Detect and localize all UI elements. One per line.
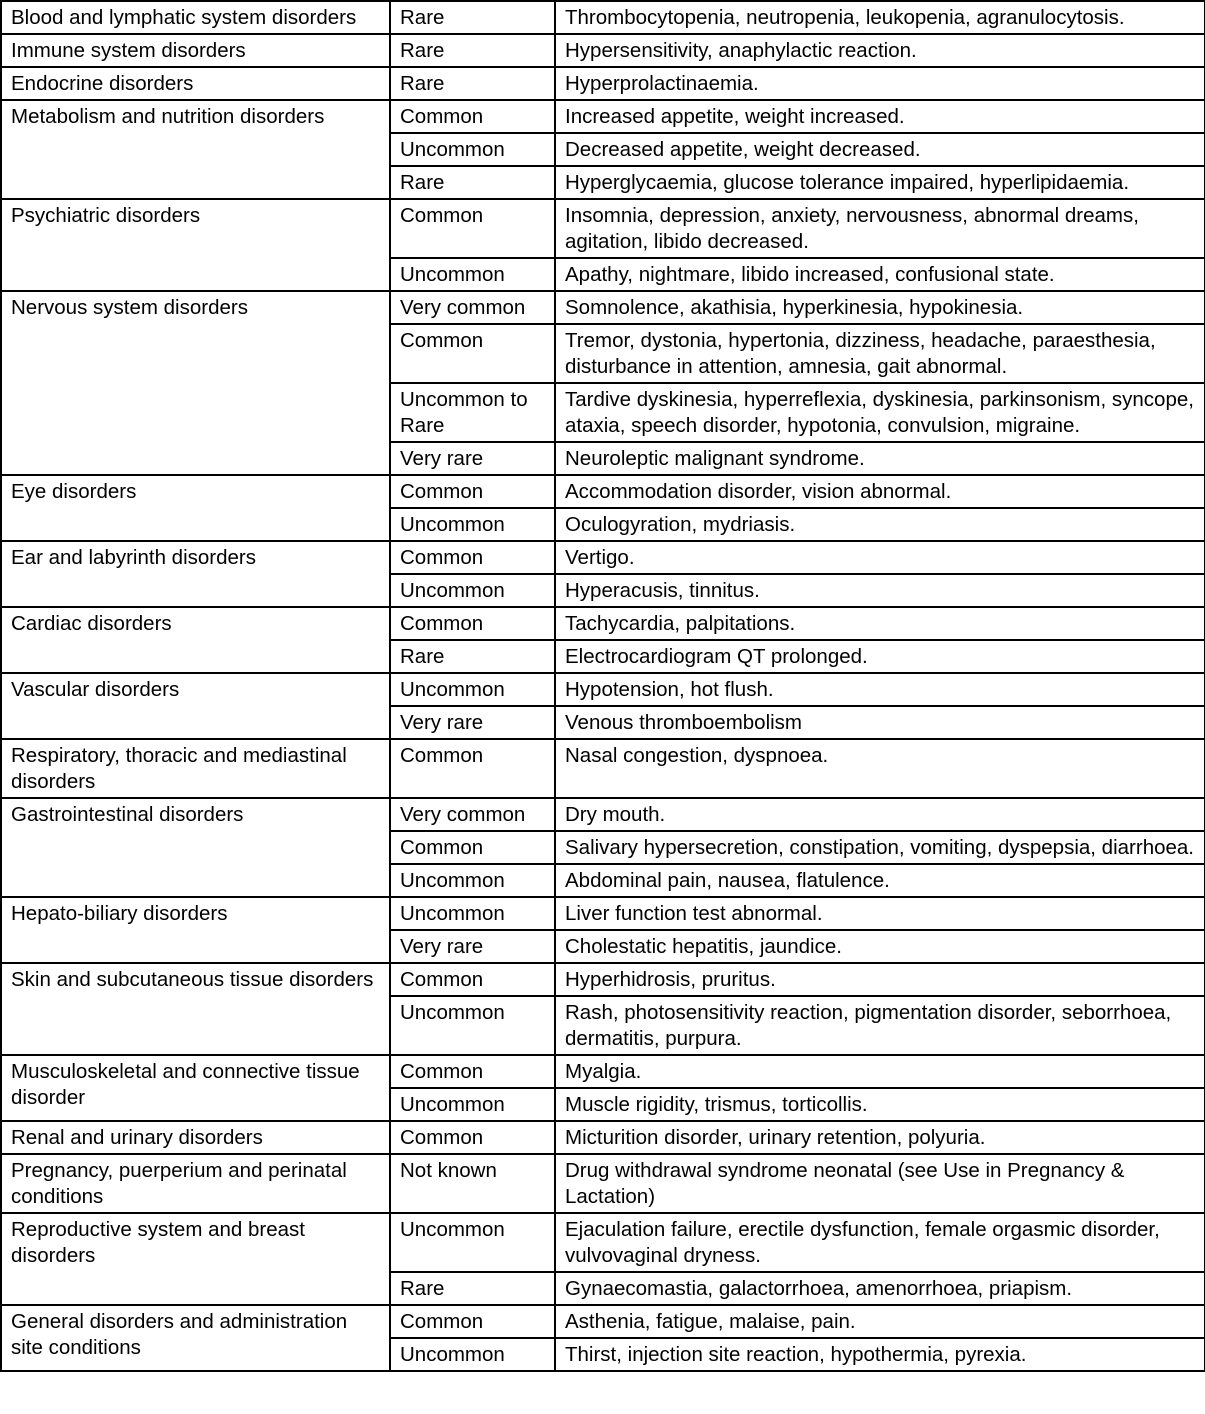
frequency-cell: Very common [390,798,555,831]
system-organ-class-cell: Blood and lymphatic system disorders [1,1,390,34]
adverse-effects-cell: Hyperhidrosis, pruritus. [555,963,1205,996]
table-row [1,34,1205,67]
system-organ-class-cell: Gastrointestinal disorders [1,798,390,897]
table-row [1,607,1205,640]
frequency-cell: Uncommon [390,258,555,291]
adverse-effects-cell: Decreased appetite, weight decreased. [555,133,1205,166]
frequency-cell: Common [390,831,555,864]
frequency-cell: Rare [390,1272,555,1305]
frequency-cell: Common [390,963,555,996]
adverse-effects-cell: Oculogyration, mydriasis. [555,508,1205,541]
table-row [1,100,1205,133]
frequency-cell: Uncommon to Rare [390,383,555,442]
table-row [1,475,1205,508]
table-row [1,541,1205,574]
frequency-cell: Common [390,607,555,640]
adverse-effects-cell: Gynaecomastia, galactorrhoea, amenorrhoea, priapism. [555,1272,1205,1305]
frequency-cell: Not known [390,1154,555,1213]
frequency-cell: Uncommon [390,1338,555,1371]
adverse-effects-cell: Neuroleptic malignant syndrome. [555,442,1205,475]
table-row [1,1121,1205,1154]
table-row [1,67,1205,100]
frequency-cell: Uncommon [390,1088,555,1121]
frequency-cell: Very rare [390,930,555,963]
system-organ-class-cell: Reproductive system and breast disorders [1,1213,390,1305]
adverse-effects-cell: Accommodation disorder, vision abnormal. [555,475,1205,508]
adverse-effects-cell: Nasal congestion, dyspnoea. [555,739,1205,798]
adverse-effects-cell: Muscle rigidity, trismus, torticollis. [555,1088,1205,1121]
system-organ-class-cell: Metabolism and nutrition disorders [1,100,390,199]
frequency-cell: Uncommon [390,574,555,607]
table-row [1,897,1205,930]
frequency-cell: Rare [390,640,555,673]
adverse-effects-cell: Hypersensitivity, anaphylactic reaction. [555,34,1205,67]
frequency-cell: Very rare [390,442,555,475]
system-organ-class-cell: Eye disorders [1,475,390,541]
system-organ-class-cell: Renal and urinary disorders [1,1121,390,1154]
frequency-cell: Uncommon [390,508,555,541]
adverse-effects-cell: Insomnia, depression, anxiety, nervousness, abnormal dreams, agitation, libido decreased. [555,199,1205,258]
frequency-cell: Rare [390,67,555,100]
adverse-effects-cell: Dry mouth. [555,798,1205,831]
adverse-effects-cell: Vertigo. [555,541,1205,574]
frequency-cell: Common [390,739,555,798]
frequency-cell: Uncommon [390,996,555,1055]
system-organ-class-cell: Nervous system disorders [1,291,390,475]
frequency-cell: Very common [390,291,555,324]
system-organ-class-cell: Psychiatric disorders [1,199,390,291]
system-organ-class-cell: Respiratory, thoracic and mediastinal disorders [1,739,390,798]
adverse-effects-cell: Tardive dyskinesia, hyperreflexia, dyskinesia, parkinsonism, syncope, ataxia, speech disorder, hypotonia, convulsion, migraine. [555,383,1205,442]
adverse-effects-cell: Electrocardiogram QT prolonged. [555,640,1205,673]
frequency-cell: Rare [390,166,555,199]
frequency-cell: Common [390,1121,555,1154]
adverse-effects-cell: Thirst, injection site reaction, hypothermia, pyrexia. [555,1338,1205,1371]
system-organ-class-cell: Immune system disorders [1,34,390,67]
adverse-effects-cell: Thrombocytopenia, neutropenia, leukopenia, agranulocytosis. [555,1,1205,34]
adverse-effects-cell: Myalgia. [555,1055,1205,1088]
adverse-effects-cell: Tachycardia, palpitations. [555,607,1205,640]
frequency-cell: Uncommon [390,673,555,706]
frequency-cell: Uncommon [390,133,555,166]
table-row [1,1305,1205,1338]
system-organ-class-cell: Vascular disorders [1,673,390,739]
table-row [1,291,1205,324]
table-row [1,963,1205,996]
frequency-cell: Common [390,324,555,383]
table-row [1,1055,1205,1088]
frequency-cell: Common [390,475,555,508]
frequency-cell: Uncommon [390,1213,555,1272]
frequency-cell: Very rare [390,706,555,739]
adverse-effects-cell: Tremor, dystonia, hypertonia, dizziness, headache, paraesthesia, disturbance in attention, amnesia, gait abnormal. [555,324,1205,383]
table-row [1,1154,1205,1213]
adverse-effects-cell: Abdominal pain, nausea, flatulence. [555,864,1205,897]
adverse-effects-cell: Cholestatic hepatitis, jaundice. [555,930,1205,963]
system-organ-class-cell: Musculoskeletal and connective tissue disorder [1,1055,390,1121]
adverse-effects-cell: Micturition disorder, urinary retention, polyuria. [555,1121,1205,1154]
frequency-cell: Common [390,1055,555,1088]
frequency-cell: Rare [390,1,555,34]
adverse-effects-cell: Hyperprolactinaemia. [555,67,1205,100]
system-organ-class-cell: Hepato-biliary disorders [1,897,390,963]
adverse-effects-cell: Apathy, nightmare, libido increased, confusional state. [555,258,1205,291]
table-row [1,199,1205,258]
system-organ-class-cell: General disorders and administration site conditions [1,1305,390,1371]
frequency-cell: Common [390,1305,555,1338]
adverse-effects-cell: Liver function test abnormal. [555,897,1205,930]
adverse-effects-cell: Ejaculation failure, erectile dysfunction, female orgasmic disorder, vulvovaginal dryness. [555,1213,1205,1272]
system-organ-class-cell: Pregnancy, puerperium and perinatal conditions [1,1154,390,1213]
system-organ-class-cell: Ear and labyrinth disorders [1,541,390,607]
table-body [1,1,1205,1371]
system-organ-class-cell: Cardiac disorders [1,607,390,673]
adverse-effects-cell: Somnolence, akathisia, hyperkinesia, hypokinesia. [555,291,1205,324]
frequency-cell: Rare [390,34,555,67]
frequency-cell: Uncommon [390,897,555,930]
table-row [1,1213,1205,1272]
adverse-effects-cell: Asthenia, fatigue, malaise, pain. [555,1305,1205,1338]
adverse-effects-cell: Drug withdrawal syndrome neonatal (see Use in Pregnancy & Lactation) [555,1154,1205,1213]
frequency-cell: Uncommon [390,864,555,897]
adverse-effects-cell: Increased appetite, weight increased. [555,100,1205,133]
table-row [1,798,1205,831]
table-row [1,1,1205,34]
table-row [1,673,1205,706]
adverse-effects-cell: Salivary hypersecretion, constipation, vomiting, dyspepsia, diarrhoea. [555,831,1205,864]
adverse-effects-cell: Hypotension, hot flush. [555,673,1205,706]
adverse-effects-cell: Hyperglycaemia, glucose tolerance impaired, hyperlipidaemia. [555,166,1205,199]
frequency-cell: Common [390,100,555,133]
system-organ-class-cell: Skin and subcutaneous tissue disorders [1,963,390,1055]
system-organ-class-cell: Endocrine disorders [1,67,390,100]
adverse-effects-cell: Rash, photosensitivity reaction, pigmentation disorder, seborrhoea, dermatitis, purpura. [555,996,1205,1055]
frequency-cell: Common [390,199,555,258]
frequency-cell: Common [390,541,555,574]
table-row [1,739,1205,798]
adverse-effects-cell: Venous thromboembolism [555,706,1205,739]
adverse-effects-cell: Hyperacusis, tinnitus. [555,574,1205,607]
